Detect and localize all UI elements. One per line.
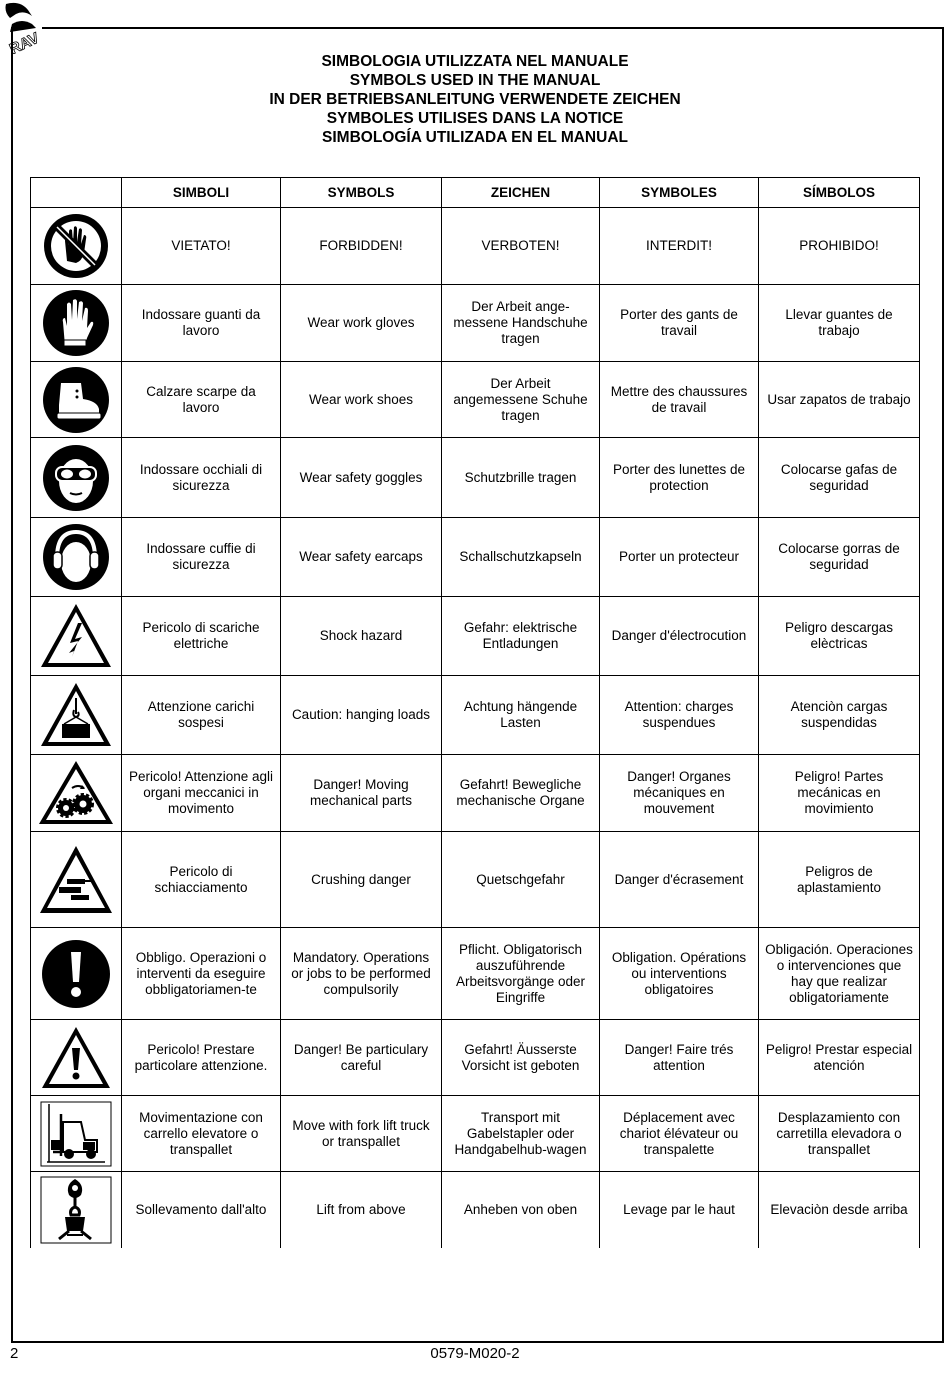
cell-de: Anheben von oben [442, 1172, 600, 1248]
shoes-icon [41, 365, 111, 435]
header-es: SÍMBOLOS [759, 178, 920, 208]
title-block [0, 52, 950, 147]
cell-de: Pflicht. Obligatorisch auszuführende Arbeitsvorgänge oder Eingriffe [442, 928, 600, 1020]
cell-it: Indossare occhiali di sicurezza [122, 438, 281, 518]
mandatory-icon [40, 938, 112, 1010]
cell-fr: Obligation. Opérations ou interventions obligatoires [600, 928, 759, 1020]
table-row [31, 208, 920, 285]
cell-de: Achtung hängende Lasten [442, 676, 600, 755]
title-en: SYMBOLS USED IN THE MANUAL [349, 72, 601, 89]
cell-it: Obbligo. Operazioni o interventi da eseguire obbligatoriamen-te [122, 928, 281, 1020]
icon-cell [31, 755, 122, 832]
cell-fr: Danger d'écrasement [600, 832, 759, 928]
cell-es: Elevaciòn desde arriba [759, 1172, 920, 1248]
cell-en: Danger! Be particulary careful [281, 1020, 442, 1096]
cell-de: VERBOTEN! [442, 208, 600, 285]
header-en: SYMBOLS [281, 178, 442, 208]
cell-it: Pericolo di scariche elettriche [122, 597, 281, 676]
goggles-icon [41, 443, 111, 513]
cell-en: Wear work shoes [281, 362, 442, 438]
cell-de: Der Arbeit ange-messene Handschuhe tragen [442, 285, 600, 362]
cell-de: Gefahrt! Äusserste Vorsicht ist geboten [442, 1020, 600, 1096]
cell-fr: Danger! Organes mécaniques en mouvement [600, 755, 759, 832]
cell-fr: Mettre des chaussures de travail [600, 362, 759, 438]
cell-en: Crushing danger [281, 832, 442, 928]
icon-cell [31, 597, 122, 676]
cell-it: Pericolo! Prestare particolare attenzione. [122, 1020, 281, 1096]
cell-de: Gefahrt! Bewegliche mechanische Organe [442, 755, 600, 832]
cell-de: Gefahr: elektrische Entladungen [442, 597, 600, 676]
cell-it: VIETATO! [122, 208, 281, 285]
cell-es: Atenciòn cargas suspendidas [759, 676, 920, 755]
table-row [31, 518, 920, 597]
cell-it: Attenzione carichi sospesi [122, 676, 281, 755]
table-row [31, 928, 920, 1020]
cell-de: Transport mit Gabelstapler oder Handgabelhub-wagen [442, 1096, 600, 1172]
table-row [31, 438, 920, 518]
icon-cell [31, 676, 122, 755]
warning-icon [39, 1024, 113, 1092]
cell-de: Schutzbrille tragen [442, 438, 600, 518]
table-row [31, 362, 920, 438]
document-code: 0579-M020-2 [430, 1345, 520, 1362]
icon-cell [31, 518, 122, 597]
title-it: SIMBOLOGIA UTILIZZATA NEL MANUALE [321, 53, 629, 70]
cell-es: Llevar guantes de trabajo [759, 285, 920, 362]
no-hand-icon [41, 211, 111, 281]
cell-de: Der Arbeit angemessene Schuhe tragen [442, 362, 600, 438]
icon-cell [31, 362, 122, 438]
cell-it: Indossare guanti da lavoro [122, 285, 281, 362]
cell-it: Sollevamento dall'alto [122, 1172, 281, 1248]
table-row [31, 676, 920, 755]
hanging-load-icon [38, 680, 114, 750]
symbols-table [30, 177, 920, 1248]
page-number: 2 [10, 1345, 19, 1362]
cell-en: Move with fork lift truck or transpallet [281, 1096, 442, 1172]
header-blank [31, 178, 122, 208]
cell-en: Shock hazard [281, 597, 442, 676]
cell-en: Caution: hanging loads [281, 676, 442, 755]
cell-es: Desplazamiento con carretilla elevadora o transpallet [759, 1096, 920, 1172]
shock-hazard-icon [38, 601, 114, 671]
header-fr: SYMBOLES [600, 178, 759, 208]
cell-es: Usar zapatos de trabajo [759, 362, 920, 438]
cell-fr: Porter des gants de travail [600, 285, 759, 362]
cell-it: Pericolo di schiacciamento [122, 832, 281, 928]
title-fr: SYMBOLES UTILISES DANS LA NOTICE [326, 110, 624, 127]
icon-cell [31, 1172, 122, 1248]
icon-cell [31, 1020, 122, 1096]
table-row [31, 1172, 920, 1248]
cell-it: Calzare scarpe da lavoro [122, 362, 281, 438]
cell-it: Movimentazione con carrello elevatore o transpallet [122, 1096, 281, 1172]
table-row [31, 285, 920, 362]
table-row [31, 832, 920, 928]
table-row [31, 1096, 920, 1172]
cell-en: Wear work gloves [281, 285, 442, 362]
table-header-row [31, 178, 920, 208]
icon-cell [31, 832, 122, 928]
icon-cell [31, 208, 122, 285]
title-de: IN DER BETRIEBSANLEITUNG VERWENDETE ZEICHEN [269, 91, 681, 108]
title-es: SIMBOLOGÍA UTILIZADA EN EL MANUAL [322, 129, 628, 146]
earcaps-icon [41, 522, 111, 592]
cell-fr: Attention: charges suspendues [600, 676, 759, 755]
icon-cell [31, 438, 122, 518]
cell-es: Obligación. Operaciones o intervenciones que hay que realizar obligatoriamente [759, 928, 920, 1020]
header-it: SIMBOLI [122, 178, 281, 208]
cell-es: PROHIBIDO! [759, 208, 920, 285]
icon-cell [31, 285, 122, 362]
cell-en: Lift from above [281, 1172, 442, 1248]
cell-en: Wear safety goggles [281, 438, 442, 518]
cell-fr: Levage par le haut [600, 1172, 759, 1248]
cell-es: Colocarse gorras de seguridad [759, 518, 920, 597]
cell-es: Peligro! Partes mecánicas en movimiento [759, 755, 920, 832]
forklift-icon [39, 1100, 113, 1168]
cell-es: Peligros de aplastamiento [759, 832, 920, 928]
cell-it: Indossare cuffie di sicurezza [122, 518, 281, 597]
cell-fr: Danger! Faire trés attention [600, 1020, 759, 1096]
table-row [31, 1020, 920, 1096]
cell-es: Colocarse gafas de seguridad [759, 438, 920, 518]
cell-en: Mandatory. Operations or jobs to be performed compulsorily [281, 928, 442, 1020]
lift-from-above-icon [39, 1175, 113, 1245]
cell-es: Peligro descargas elèctricas [759, 597, 920, 676]
header-de: ZEICHEN [442, 178, 600, 208]
crushing-icon [37, 843, 115, 917]
logo-text: RAV [7, 29, 42, 54]
cell-fr: INTERDIT! [600, 208, 759, 285]
cell-fr: Danger d'électrocution [600, 597, 759, 676]
table-row [31, 597, 920, 676]
cell-de: Schallschutzkapseln [442, 518, 600, 597]
icon-cell [31, 928, 122, 1020]
cell-fr: Porter des lunettes de protection [600, 438, 759, 518]
cell-de: Quetschgefahr [442, 832, 600, 928]
cell-fr: Porter un protecteur [600, 518, 759, 597]
moving-parts-icon [36, 758, 116, 828]
cell-en: FORBIDDEN! [281, 208, 442, 285]
gloves-icon [41, 288, 111, 358]
cell-it: Pericolo! Attenzione agli organi meccanici in movimento [122, 755, 281, 832]
cell-fr: Déplacement avec chariot élévateur ou transpalette [600, 1096, 759, 1172]
cell-en: Danger! Moving mechanical parts [281, 755, 442, 832]
table-row [31, 755, 920, 832]
cell-es: Peligro! Prestar especial atención [759, 1020, 920, 1096]
cell-en: Wear safety earcaps [281, 518, 442, 597]
icon-cell [31, 1096, 122, 1172]
